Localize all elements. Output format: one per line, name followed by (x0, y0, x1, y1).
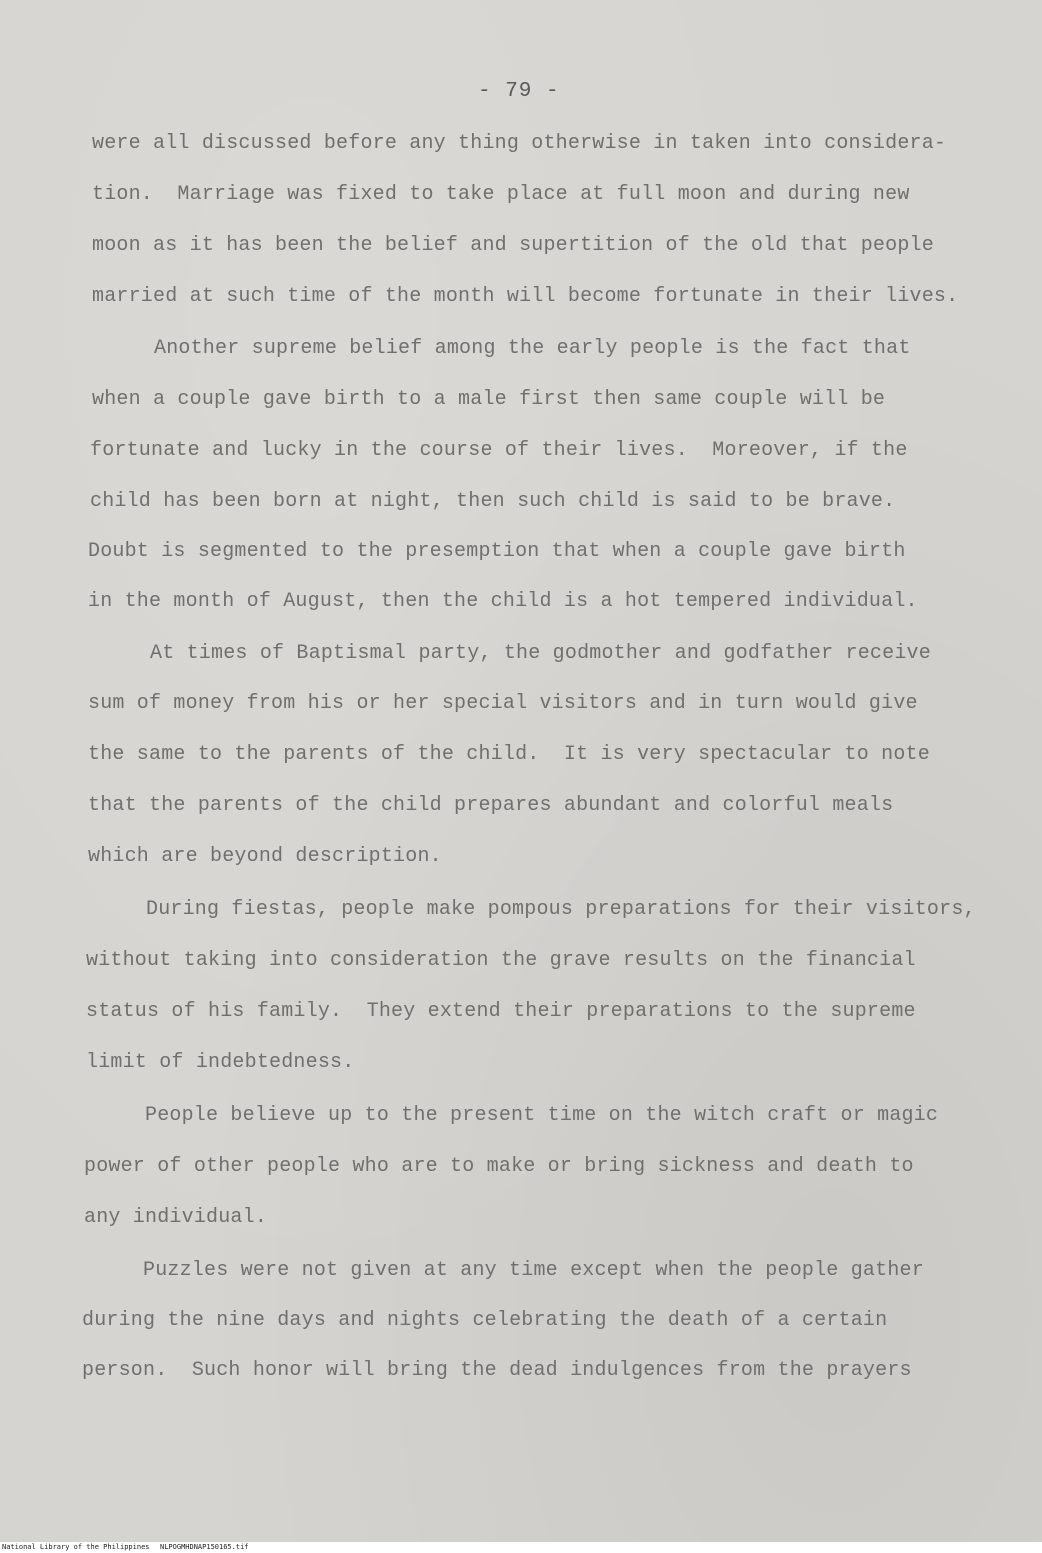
text-line: During fiestas, people make pompous preparations for their visitors, (146, 898, 976, 921)
text-line: that the parents of the child prepares abundant and colorful meals (88, 794, 894, 817)
text-line: person. Such honor will bring the dead indulgences from the prayers (82, 1359, 912, 1382)
text-line: without taking into consideration the grave results on the financial (86, 949, 916, 972)
page-number: - 79 - (478, 80, 560, 103)
text-line: Doubt is segmented to the presemption that when a couple gave birth (88, 540, 906, 563)
text-line: the same to the parents of the child. It is very spectacular to note (88, 743, 930, 766)
text-line: moon as it has been the belief and supertition of the old that people (92, 234, 934, 257)
text-line: fortunate and lucky in the course of their lives. Moreover, if the (90, 439, 908, 462)
footer-bar (0, 1542, 1042, 1553)
text-line: any individual. (84, 1206, 268, 1229)
text-line: People believe up to the present time on the witch craft or magic (145, 1104, 939, 1127)
text-line: married at such time of the month will become fortunate in their lives. (92, 285, 959, 308)
text-line: limit of indebtedness. (86, 1051, 355, 1074)
footer-filename: NLPOGMHDNAP150165.tif (160, 1543, 249, 1551)
text-line: were all discussed before any thing otherwise in taken into considera- (92, 132, 947, 155)
text-line: which are beyond description. (88, 845, 442, 868)
text-line: when a couple gave birth to a male first then same couple will be (92, 388, 886, 411)
text-line: Another supreme belief among the early people is the fact that (154, 337, 911, 360)
text-line: At times of Baptismal party, the godmother and godfather receive (150, 642, 931, 665)
text-line: in the month of August, then the child is a hot tempered individual. (88, 590, 918, 613)
footer-library-label: National Library of the Philippines (2, 1543, 150, 1551)
text-line: power of other people who are to make or bring sickness and death to (84, 1155, 914, 1178)
text-line: Puzzles were not given at any time except when the people gather (143, 1259, 924, 1282)
text-line: tion. Marriage was fixed to take place at full moon and during new (92, 183, 910, 206)
text-line: sum of money from his or her special visitors and in turn would give (88, 692, 918, 715)
text-line: status of his family. They extend their preparations to the supreme (86, 1000, 916, 1023)
text-line: child has been born at night, then such child is said to be brave. (90, 490, 896, 513)
text-line: during the nine days and nights celebrating the death of a certain (82, 1309, 888, 1332)
